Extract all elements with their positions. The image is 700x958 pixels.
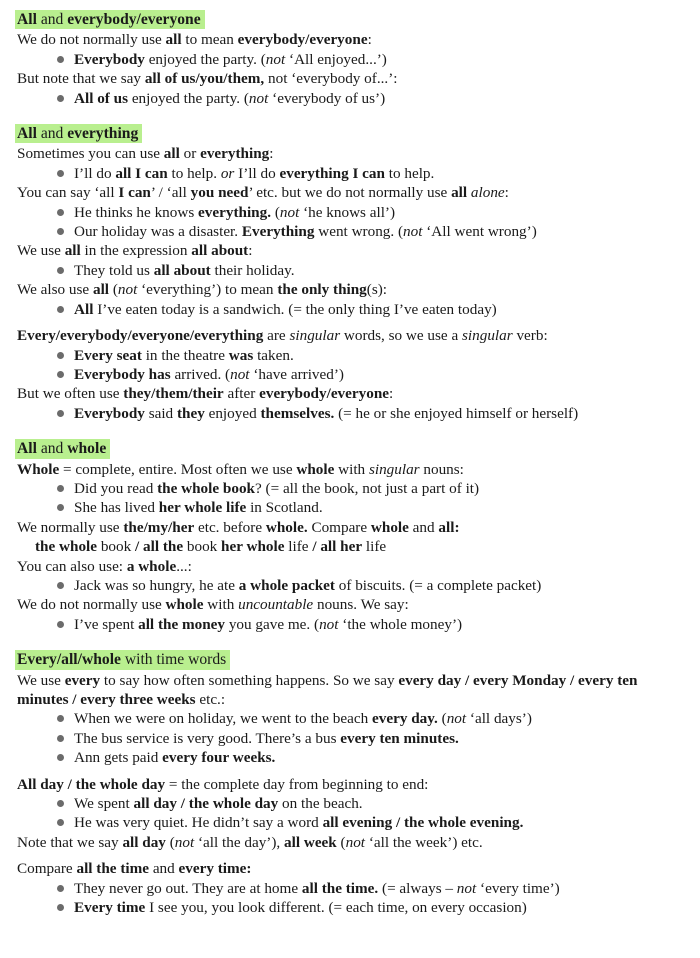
- text-run: Note that we say: [17, 833, 123, 851]
- text-run: :: [269, 145, 274, 163]
- text-run: themselves.: [260, 404, 335, 422]
- text-run: whole: [370, 518, 409, 536]
- rule-text: [17, 671, 692, 710]
- text-run: you need: [190, 184, 249, 202]
- text-run: all the time.: [301, 879, 379, 897]
- example-bullet: [17, 576, 692, 595]
- text-run: I’ve eaten today is a sandwich. (= the only thing I’ve eaten today): [93, 300, 497, 318]
- text-run: not: [345, 833, 366, 851]
- text-run: He was very quiet. He didn’t say a word: [74, 814, 323, 832]
- text-run: We do not normally use: [17, 31, 166, 49]
- text-run: everything.: [198, 203, 272, 221]
- text-run: enjoyed the party. (: [128, 89, 249, 107]
- text-run: and: [149, 860, 179, 878]
- text-run: a whole: [126, 557, 177, 575]
- text-run: ’ etc. but we do not normally use: [248, 184, 452, 202]
- example-bullet: [17, 615, 692, 634]
- text-run: book: [183, 538, 222, 556]
- text-run: in Scotland.: [246, 499, 323, 517]
- text-run: not: [279, 203, 300, 221]
- rule-text: [17, 183, 692, 202]
- text-run: We normally use: [17, 518, 124, 536]
- spacer: [17, 768, 692, 775]
- text-run: they: [176, 404, 205, 422]
- text-run: in the theatre: [141, 346, 229, 364]
- rule-text: [17, 326, 692, 345]
- text-run: Jack was so hungry, he ate: [74, 576, 239, 594]
- text-run: all: [92, 281, 110, 299]
- text-run: everything I can: [279, 164, 385, 182]
- text-run: Everything: [241, 223, 315, 241]
- text-run: ‘all the day’),: [194, 833, 285, 851]
- text-run: ’ / ‘all: [150, 184, 191, 202]
- text-run: her whole life: [158, 499, 247, 517]
- section-4: [17, 650, 692, 917]
- text-run: not: [174, 833, 195, 851]
- heading-text: with time words: [120, 651, 227, 669]
- example-bullet: [17, 261, 692, 280]
- text-run: We also use: [17, 281, 93, 299]
- text-run: not: [248, 89, 269, 107]
- text-run: You can also use:: [17, 557, 127, 575]
- text-run: to mean: [181, 31, 238, 49]
- text-run: Ann gets paid: [74, 749, 163, 767]
- text-run: all week: [284, 833, 337, 851]
- text-run: ‘All enjoyed...’): [285, 50, 387, 68]
- example-bullet: [17, 813, 692, 832]
- text-run: said: [144, 404, 177, 422]
- example-bullet: [17, 346, 692, 365]
- text-run: ‘every time’): [476, 879, 560, 897]
- text-run: Everybody: [74, 404, 145, 422]
- text-run: All: [74, 300, 94, 318]
- text-run: Every time: [74, 899, 146, 917]
- text-run: to say how often something happens. So we say: [100, 671, 399, 689]
- text-run: singular: [368, 460, 420, 478]
- text-run: every four weeks.: [162, 749, 276, 767]
- text-run: with: [334, 460, 369, 478]
- text-run: All day / the whole day: [17, 775, 166, 793]
- text-run: life: [362, 538, 387, 556]
- text-run: their holiday.: [210, 261, 295, 279]
- text-run: We use: [17, 242, 65, 260]
- text-run: Compare: [17, 860, 77, 878]
- example-bullet: [17, 709, 692, 728]
- text-run: The bus service is very good. There’s a bus: [74, 729, 341, 747]
- text-run: Whole: [17, 460, 60, 478]
- heading-text: Every/all/whole: [17, 651, 121, 669]
- example-bullet: [17, 794, 692, 813]
- rule-text: [17, 859, 692, 878]
- text-run: to help.: [167, 164, 221, 182]
- text-run: Compare: [307, 518, 371, 536]
- text-run: or: [179, 145, 201, 163]
- text-run: with: [203, 596, 239, 614]
- text-run: :: [504, 184, 509, 202]
- section-3: [17, 439, 692, 634]
- example-bullet: [17, 498, 692, 517]
- heading-text: All: [17, 125, 37, 143]
- text-run: or: [220, 164, 235, 182]
- rule-text: [17, 280, 692, 299]
- text-run: and: [408, 518, 439, 536]
- text-run: ‘All went wrong’): [422, 223, 537, 241]
- text-run: the only thing: [277, 281, 367, 299]
- text-run: ‘have arrived’): [249, 365, 344, 383]
- text-run: ‘all days’): [466, 710, 532, 728]
- text-run: (= he or she enjoyed himself or herself): [334, 404, 579, 422]
- text-run: enjoyed: [204, 404, 261, 422]
- example-bullet: [17, 748, 692, 767]
- text-run: not: [456, 879, 477, 897]
- example-bullet: [17, 300, 692, 319]
- text-run: all: [451, 184, 468, 202]
- text-run: Sometimes you can use: [17, 145, 164, 163]
- text-run: We spent: [74, 795, 134, 813]
- section-1: [17, 10, 692, 108]
- text-run: (: [165, 833, 175, 851]
- text-run: arrived. (: [170, 365, 231, 383]
- text-run: her whole: [221, 538, 285, 556]
- text-run: every time:: [178, 860, 252, 878]
- rule-text: [17, 460, 692, 479]
- text-run: all of us/you/them,: [144, 70, 265, 88]
- text-run: etc. before: [194, 518, 266, 536]
- heading-text: and: [36, 440, 68, 458]
- text-run: :: [389, 385, 394, 403]
- rule-text: [17, 833, 692, 852]
- section-heading: [15, 439, 110, 458]
- heading-text: whole: [67, 440, 107, 458]
- text-run: verb:: [512, 327, 548, 345]
- text-run: to help.: [384, 164, 435, 182]
- text-run: I’ll do: [234, 164, 280, 182]
- text-run: etc.:: [195, 691, 226, 708]
- text-run: :: [367, 31, 372, 49]
- text-run: Everybody: [74, 50, 145, 68]
- text-run: whole.: [265, 518, 308, 536]
- text-run: not: [265, 50, 286, 68]
- example-bullet: [17, 203, 692, 222]
- text-run: not: [446, 710, 467, 728]
- text-run: the whole book: [157, 479, 255, 497]
- text-run: not: [230, 365, 250, 383]
- text-run: (: [271, 203, 280, 221]
- text-run: are: [263, 327, 290, 345]
- text-run: all:: [438, 518, 460, 536]
- spacer: [17, 852, 692, 859]
- text-run: they/them/their: [123, 385, 224, 403]
- rule-text: [17, 69, 692, 88]
- text-run: a whole packet: [238, 576, 335, 594]
- section-heading: [15, 650, 230, 669]
- text-run: ...:: [176, 557, 192, 575]
- text-run: every ten minutes.: [340, 729, 459, 747]
- text-run: ? (= all the book, not just a part of it): [254, 479, 480, 497]
- text-run: = the complete day from beginning to end:: [165, 775, 429, 793]
- heading-text: All: [17, 440, 37, 458]
- text-run: ‘the whole money’): [338, 615, 463, 633]
- text-run: They told us: [74, 261, 154, 279]
- section-2: [17, 124, 692, 423]
- text-run: ‘all the week’) etc.: [365, 833, 483, 851]
- section-heading: [15, 10, 205, 29]
- text-run: book: [97, 538, 135, 556]
- text-run: in the expression: [80, 242, 192, 260]
- text-run: (: [336, 833, 346, 851]
- text-run: on the beach.: [278, 795, 363, 813]
- text-run: uncountable: [238, 596, 314, 614]
- text-run: the whole: [35, 538, 98, 556]
- example-bullet: [17, 479, 692, 498]
- example-bullet: [17, 404, 692, 423]
- text-run: (= always –: [378, 879, 457, 897]
- text-run: alone: [470, 184, 505, 202]
- text-run: all day / the whole day: [133, 795, 279, 813]
- text-run: But we often use: [17, 385, 124, 403]
- heading-text: everything: [67, 125, 139, 143]
- text-run: enjoyed the party. (: [144, 50, 266, 68]
- text-run: not: [319, 615, 339, 633]
- text-run: / all her: [312, 538, 363, 556]
- text-run: whole: [165, 596, 204, 614]
- text-run: ‘everybody of us’): [268, 89, 386, 107]
- text-run: Did you read: [74, 479, 158, 497]
- text-run: Every seat: [74, 346, 142, 364]
- rule-text: [17, 557, 692, 576]
- text-run: all evening / the whole evening.: [322, 814, 524, 832]
- text-run: (s):: [366, 281, 388, 299]
- text-run: ‘everything’) to mean: [137, 281, 278, 299]
- text-run: whole: [296, 460, 335, 478]
- heading-text: and: [36, 11, 68, 28]
- text-run: I can: [118, 184, 151, 202]
- example-bullet: [17, 365, 692, 384]
- example-bullet: [17, 222, 692, 241]
- text-run: all I can: [115, 164, 168, 182]
- text-run: all: [64, 242, 81, 260]
- heading-text: and: [36, 125, 68, 143]
- text-run: every day / every Monday / every ten minutes / every three weeks: [17, 671, 638, 708]
- text-run: You can say ‘all: [17, 184, 119, 202]
- text-run: Our holiday was a disaster.: [74, 223, 242, 241]
- text-run: She has lived: [74, 499, 159, 517]
- text-run: singular: [289, 327, 341, 345]
- text-run: all: [163, 145, 180, 163]
- text-run: of biscuits. (= a complete packet): [334, 576, 542, 594]
- text-run: = complete, entire. Most often we use: [59, 460, 297, 478]
- text-run: All of us: [74, 89, 129, 107]
- text-run: everything: [200, 145, 270, 163]
- text-run: We do not normally use: [17, 596, 166, 614]
- comparison-line: [17, 537, 692, 556]
- example-bullet: [17, 89, 692, 108]
- text-run: They never go out. They are at home: [74, 879, 302, 897]
- text-run: :: [248, 242, 253, 260]
- text-run: Every/everybody/everyone/everything: [17, 327, 264, 345]
- text-run: everybody/everyone: [237, 31, 368, 49]
- text-run: taken.: [253, 346, 294, 364]
- rule-text: [17, 518, 692, 537]
- text-run: all: [165, 31, 182, 49]
- rule-text: [17, 595, 692, 614]
- text-run: was: [228, 346, 254, 364]
- text-run: nouns:: [419, 460, 464, 478]
- text-run: nouns. We say:: [313, 596, 409, 614]
- text-run: life: [284, 538, 313, 556]
- text-run: all about: [153, 261, 211, 279]
- text-run: every: [64, 671, 101, 689]
- text-run: Everybody has: [74, 365, 171, 383]
- text-run: everybody/everyone: [259, 385, 390, 403]
- text-run: singular: [462, 327, 513, 345]
- text-run: But note that we say: [17, 70, 145, 88]
- example-bullet: [17, 898, 692, 917]
- rule-text: [17, 144, 692, 163]
- text-run: I’ve spent: [74, 615, 139, 633]
- text-run: all about: [191, 242, 249, 260]
- text-run: (: [437, 710, 447, 728]
- text-run: after: [223, 385, 260, 403]
- text-run: (: [109, 281, 118, 299]
- rule-text: [17, 384, 692, 403]
- rule-text: [17, 241, 692, 260]
- text-run: not: [403, 223, 423, 241]
- heading-text: All: [17, 11, 37, 28]
- text-run: not ‘everybody of...’:: [264, 70, 398, 88]
- text-run: went wrong. (: [314, 223, 404, 241]
- text-run: you gave me. (: [225, 615, 320, 633]
- text-run: / all the: [134, 538, 184, 556]
- text-run: We use: [17, 671, 65, 689]
- text-run: the/my/her: [123, 518, 195, 536]
- text-run: ‘he knows all’): [299, 203, 396, 221]
- text-run: I’ll do: [74, 164, 116, 182]
- spacer: [17, 319, 692, 326]
- text-run: I see you, you look different. (= each time, on every occasion): [145, 899, 527, 917]
- text-run: He thinks he knows: [74, 203, 199, 221]
- text-run: not: [117, 281, 138, 299]
- section-heading: [15, 124, 142, 143]
- text-run: words, so we use a: [340, 327, 463, 345]
- rule-text: [17, 775, 692, 794]
- text-run: all day: [122, 833, 166, 851]
- example-bullet: [17, 50, 692, 69]
- example-bullet: [17, 729, 692, 748]
- text-run: When we were on holiday, we went to the beach: [74, 710, 373, 728]
- rule-text: [17, 30, 692, 49]
- heading-text: everybody/everyone: [67, 11, 201, 28]
- text-run: every day.: [372, 710, 438, 728]
- example-bullet: [17, 879, 692, 898]
- text-run: all the time: [76, 860, 150, 878]
- text-run: all the money: [138, 615, 226, 633]
- example-bullet: [17, 164, 692, 183]
